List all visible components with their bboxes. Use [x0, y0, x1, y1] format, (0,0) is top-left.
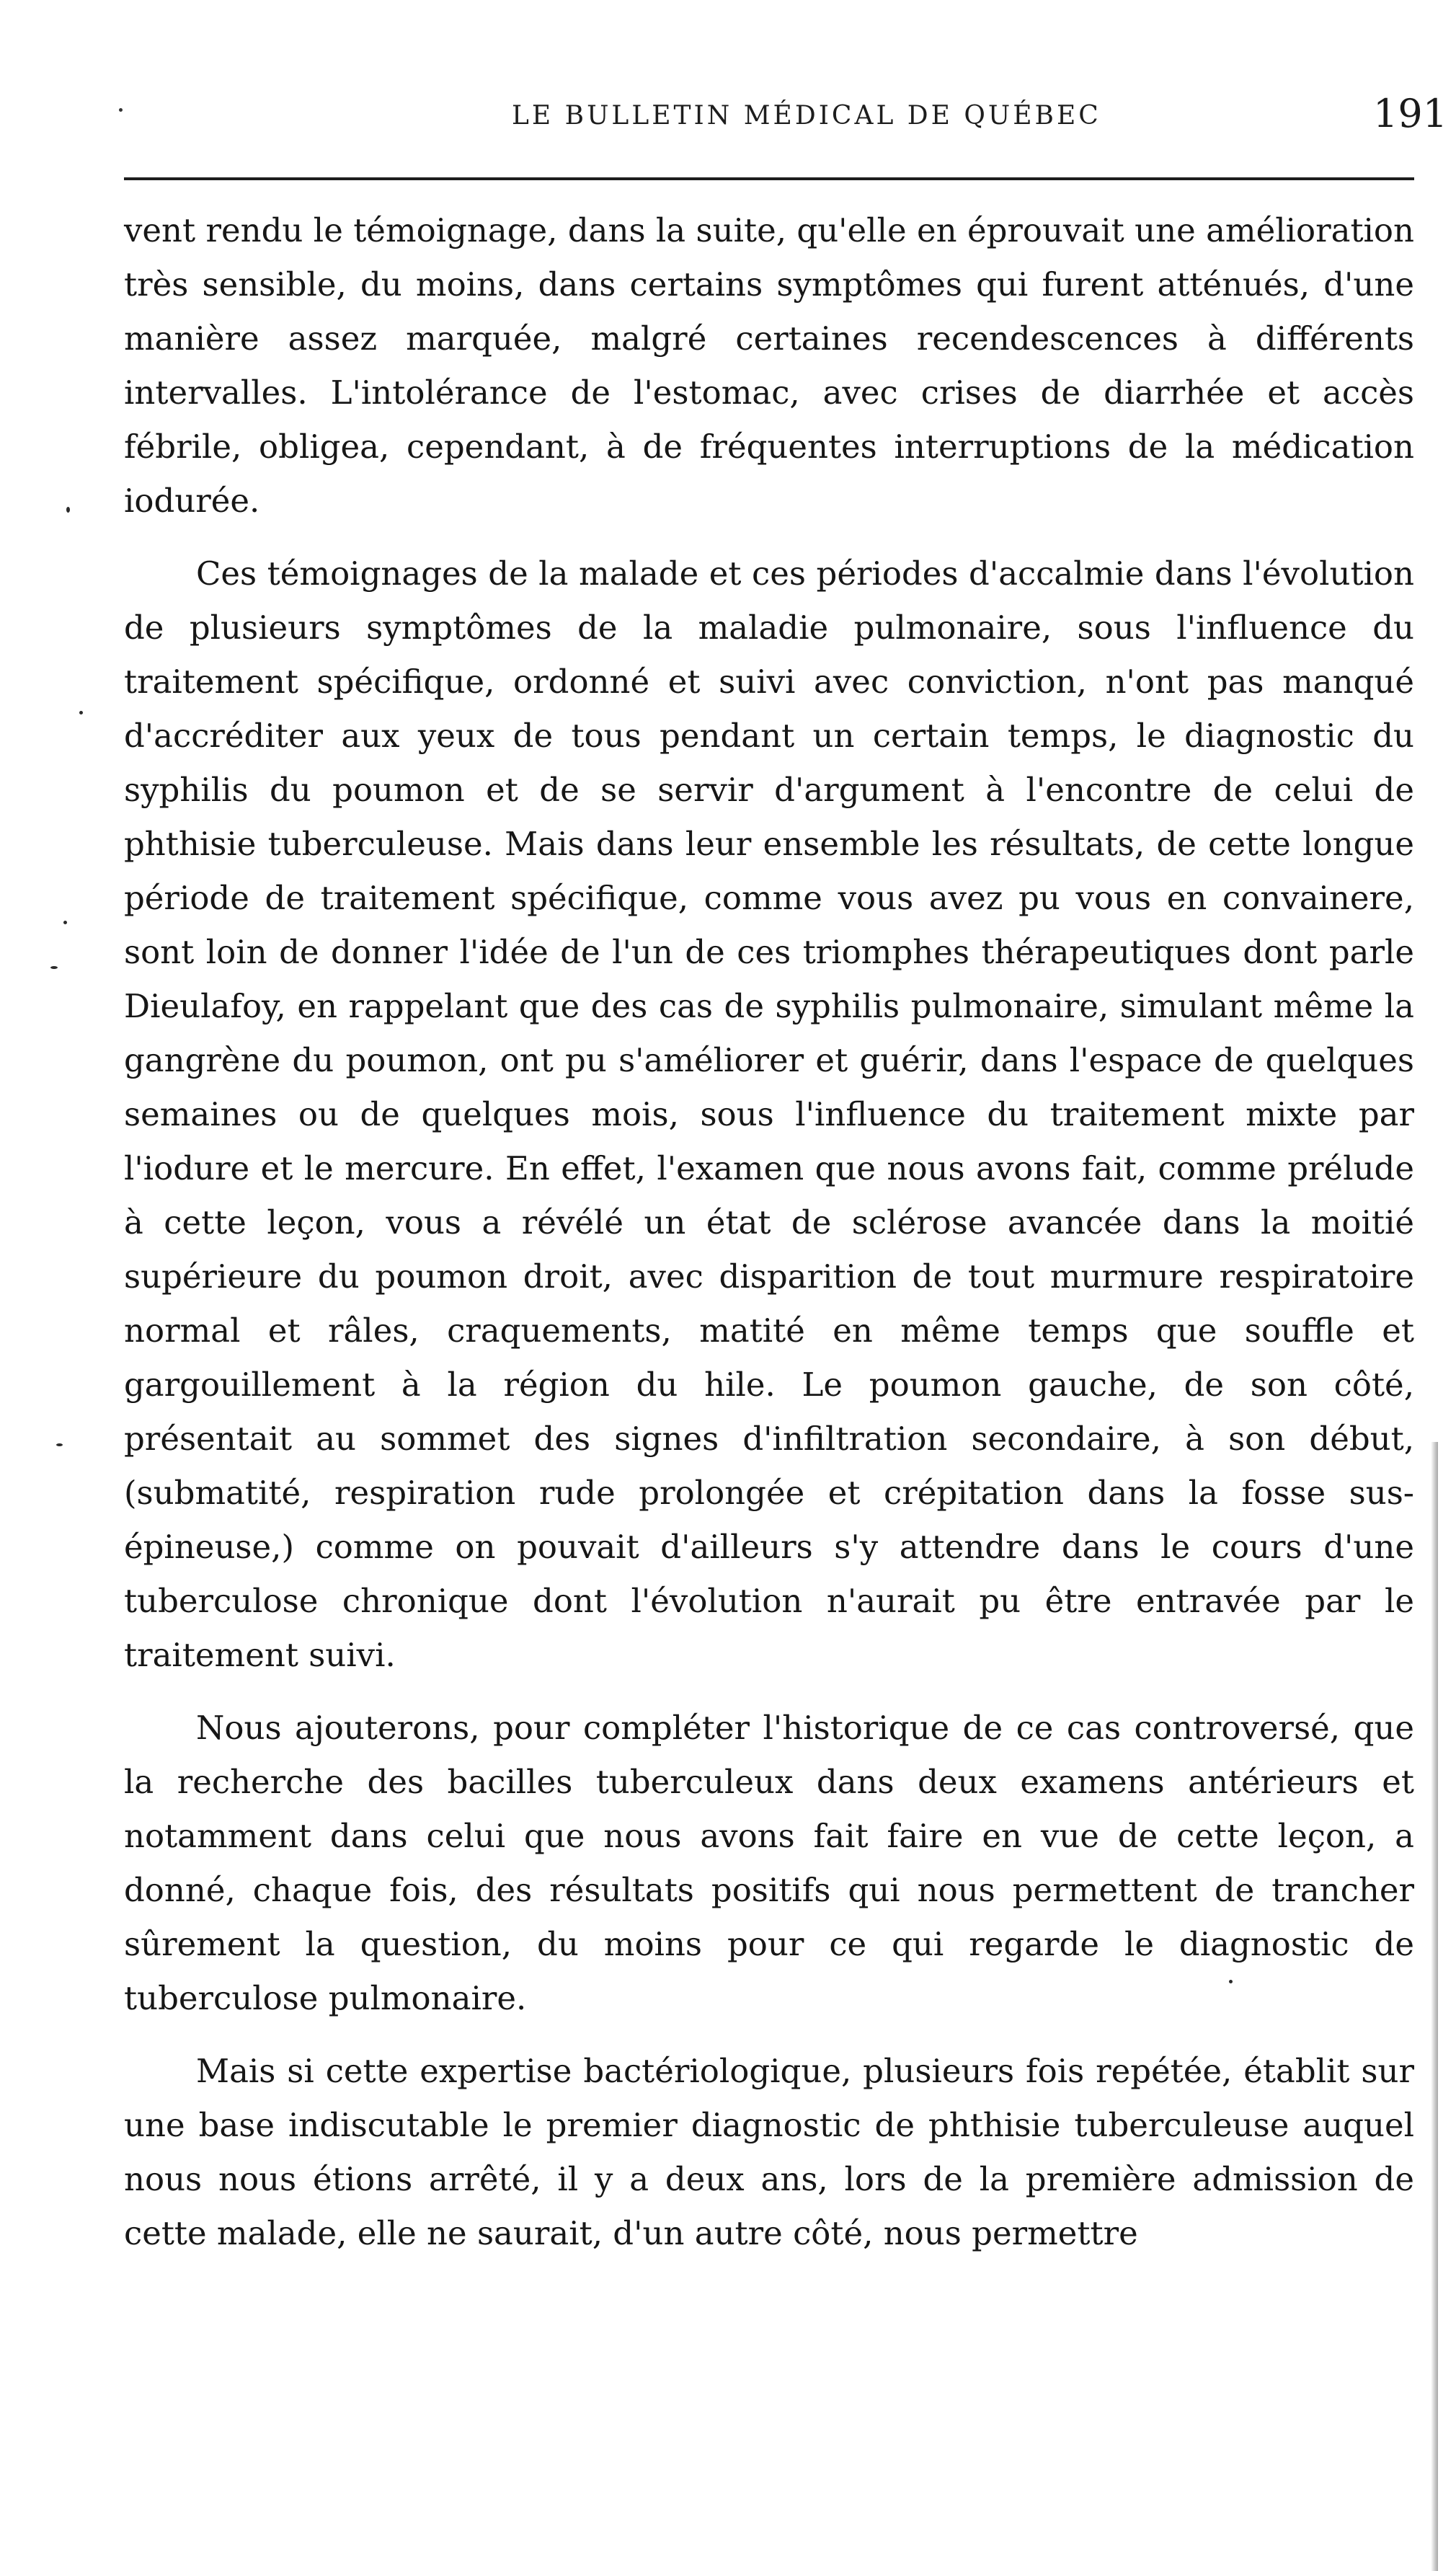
paragraph: Nous ajouterons, pour compléter l'historique de ce cas controversé, que la recherche des bacilles tuberculeux dans deux examens antérieurs et notamment dans celui que nous avons fait faire en vue de cette leçon, a donné, chaque fois, des résultats positifs qui nous permettent de trancher sûrement la question, du moins pour ce qui regarde le diagnostic de tuberculose pulmonaire.: [124, 1709, 1414, 2017]
running-head: [123, 85, 1448, 150]
scan-speck: [119, 108, 123, 112]
header-rule: [124, 177, 1414, 180]
paragraph: Mais si cette expertise bactériologique, plusieurs fois repétée, établit sur une base indiscutable le premier diagnostic de phthisie tuberculeuse auquel nous nous étions arrêté, il y a deux ans, lors de la première admission de cette malade, elle ne saurait, d'un autre côté, nous permettre: [124, 2052, 1414, 2252]
scan-speck: [1229, 1980, 1233, 1983]
paragraph: vent rendu le témoignage, dans la suite, qu'elle en éprouvait une amélioration très sensible, du moins, dans certains symptômes qui furent atténués, d'une manière assez marquée, malgré certaines recendescences à différents intervalles. L'intolérance de l'estomac, avec crises de diarrhée et accès fébrile, obligea, cependant, à de fréquentes interruptions de la médication iodurée.: [124, 211, 1414, 520]
scan-speck: [50, 966, 58, 969]
scan-speck: [66, 507, 70, 513]
running-head-title: LE BULLETIN MÉDICAL DE QUÉBEC: [512, 101, 1101, 130]
scan-speck: [79, 711, 83, 714]
scan-speck: [56, 1443, 63, 1446]
page-edge-shadow: [1431, 1442, 1438, 2571]
scan-speck: [63, 921, 67, 924]
body-text: [124, 203, 1414, 2260]
paragraph: Ces témoignages de la malade et ces périodes d'accalmie dans l'évolution de plusieurs symptômes de la maladie pulmonaire, sous l'influence du traitement spécifique, ordonné et suivi avec conviction, n'ont pas manqué d'accréditer aux yeux de tous pendant un certain temps, le diagnostic du syphilis du poumon et de se servir d'argument à l'encontre de celui de phthisie tuberculeuse. Mais dans leur ensemble les résultats, de cette longue période de traitement spécifique, comme vous avez pu vous en convainere, sont loin de donner l'idée de l'un de ces triomphes thérapeutiques dont parle Dieulafoy, en rappelant que des cas de syphilis pulmonaire, simulant même la gangrène du poumon, ont pu s'améliorer et guérir, dans l'espace de quelques semaines ou de quelques mois, sous l'influence du traitement mixte par l'iodure et le mercure. En effet, l'examen que nous avons fait, comme prélude à cette leçon, vous a révélé un état de sclérose avancée dans la moitié supérieure du poumon droit, avec disparition de tout murmure respiratoire normal et râles, craquements, matité en même temps que souffle et gargouillement à la région du hile. Le poumon gauche, de son côté, présentait au sommet des signes d'infiltration secondaire, à son début, (submatité, respiration rude prolongée et crépitation dans la fosse sus-épineuse,) comme on pouvait d'ailleurs s'y attendre dans le cours d'une tuberculose chronique dont l'évolution n'aurait pu être entravée par le traitement suivi.: [124, 554, 1414, 1674]
page-number: 191: [1373, 91, 1448, 136]
